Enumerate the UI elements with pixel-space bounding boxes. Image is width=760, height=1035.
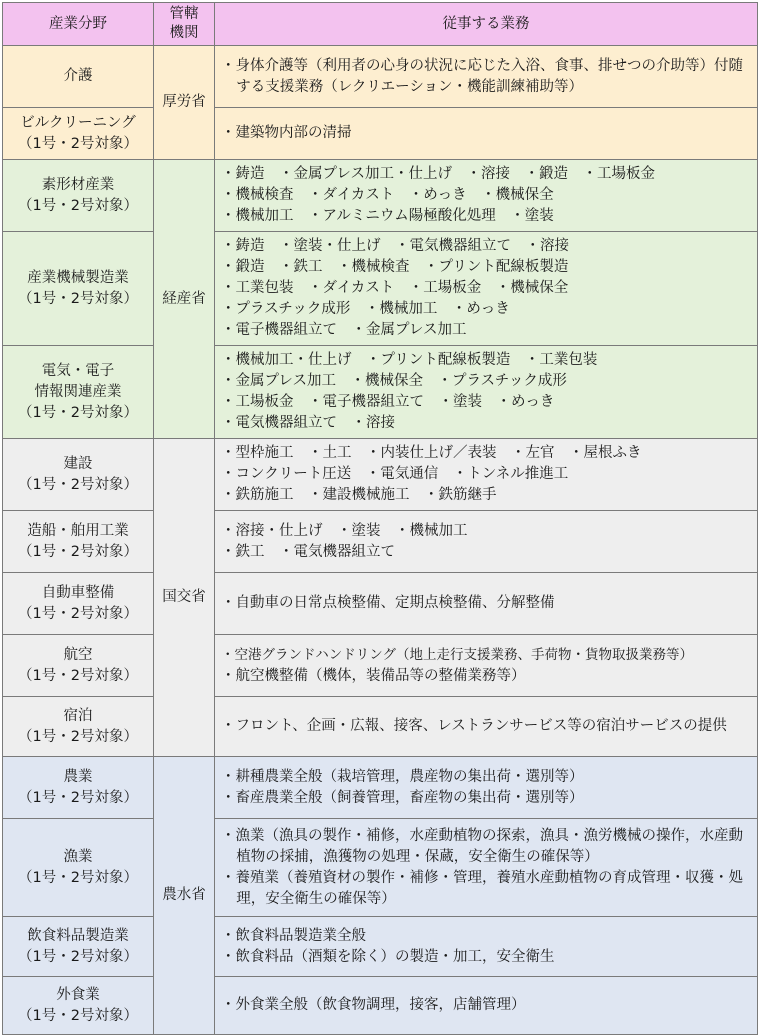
header-agency: 管轄 機関 [154,3,215,46]
table-row [3,917,758,977]
table-row [3,819,758,917]
duties-cell: ・機械加工・仕上げ ・プリント配線板製造 ・工業包装 ・金属プレス加工 ・機械保全 ・プラスチック成形 ・工場板金 ・電子機器組立て ・塗装 ・めっき ・電気機器組立て ・溶接 [215,346,758,439]
field-cell: 農業 （1号・2号対象） [3,757,154,819]
duties-cell: ・フロント、企画・広報、接客、レストランサービス等の宿泊サービスの提供 [215,697,758,757]
duties-cell: ・飲食料品製造業全般 ・飲食料品（酒類を除く）の製造・加工，安全衛生 [215,917,758,977]
agency-cell-meti: 経産省 [154,160,215,439]
field-cell: 建設 （1号・2号対象） [3,439,154,511]
header-row [3,3,758,46]
duties-cell: ・溶接・仕上げ ・塗装 ・機械加工 ・鉄工 ・電気機器組立て [215,511,758,573]
table-row [3,108,758,160]
table-row [3,46,758,108]
field-cell: 介護 [3,46,154,108]
table-row [3,573,758,635]
table-row [3,977,758,1035]
duties-cell: ・型枠施工 ・土工 ・内装仕上げ／表装 ・左官 ・屋根ふき ・コンクリート圧送 ・電気通信 ・トンネル推進工 ・鉄筋施工 ・建設機械施工 ・鉄筋継手 [215,439,758,511]
table-row [3,697,758,757]
field-cell: 自動車整備 （1号・2号対象） [3,573,154,635]
field-cell: 造船・舶用工業 （1号・2号対象） [3,511,154,573]
field-cell: 航空 （1号・2号対象） [3,635,154,697]
duties-cell: ・空港グランドハンドリング（地上走行支援業務、手荷物・貨物取扱業務等） ・航空機整備（機体，装備品等の整備業務等） [215,635,758,697]
duties-cell: ・自動車の日常点検整備、定期点検整備、分解整備 [215,573,758,635]
header-field: 産業分野 [3,3,154,46]
duties-cell: ・鋳造 ・塗装・仕上げ ・電気機器組立て ・溶接 ・鍛造 ・鉄工 ・機械検査 ・プリント配線板製造 ・工業包装 ・ダイカスト ・工場板金 ・機械保全 ・プラスチック成形 ・機械加工 ・めっき ・電子機器組立て ・金属プレス加工 [215,232,758,346]
header-duties: 従事する業務 [215,3,758,46]
field-cell: 産業機械製造業 （1号・2号対象） [3,232,154,346]
table-row [3,439,758,511]
table-row [3,511,758,573]
industry-table [2,2,758,1035]
duties-cell: ・漁業（漁具の製作・補修，水産動植物の探索，漁具・漁労機械の操作，水産動植物の採捕，漁獲物の処理・保蔵，安全衛生の確保等） ・養殖業（養殖資材の製作・補修・管理，養殖水産動植物の育成管理・収獲・処理，安全衛生の確保等） [215,819,758,917]
table-row [3,635,758,697]
field-cell: 電気・電子 情報関連産業 （1号・2号対象） [3,346,154,439]
agency-cell-maff: 農水省 [154,757,215,1035]
duties-cell: ・身体介護等（利用者の心身の状況に応じた入浴、食事、排せつの介助等）付随する支援業務（レクリエーション・機能訓練補助等） [215,46,758,108]
duties-cell: ・鋳造 ・金属プレス加工・仕上げ ・溶接 ・鍛造 ・工場板金 ・機械検査 ・ダイカスト ・めっき ・機械保全 ・機械加工 ・アルミニウム陽極酸化処理 ・塗装 [215,160,758,232]
agency-cell-mlit: 国交省 [154,439,215,757]
table-row [3,232,758,346]
table-row [3,346,758,439]
agency-cell-mhlw: 厚労省 [154,46,215,160]
field-cell: 宿泊 （1号・2号対象） [3,697,154,757]
field-cell: ビルクリーニング （1号・2号対象） [3,108,154,160]
table-row [3,757,758,819]
duties-cell: ・外食業全般（飲食物調理，接客，店舗管理） [215,977,758,1035]
duties-cell: ・耕種農業全般（栽培管理，農産物の集出荷・選別等） ・畜産農業全般（飼養管理，畜産物の集出荷・選別等） [215,757,758,819]
field-cell: 漁業 （1号・2号対象） [3,819,154,917]
field-cell: 素形材産業 （1号・2号対象） [3,160,154,232]
table-row [3,160,758,232]
field-cell: 外食業 （1号・2号対象） [3,977,154,1035]
field-cell: 飲食料品製造業 （1号・2号対象） [3,917,154,977]
duties-cell: ・建築物内部の清掃 [215,108,758,160]
